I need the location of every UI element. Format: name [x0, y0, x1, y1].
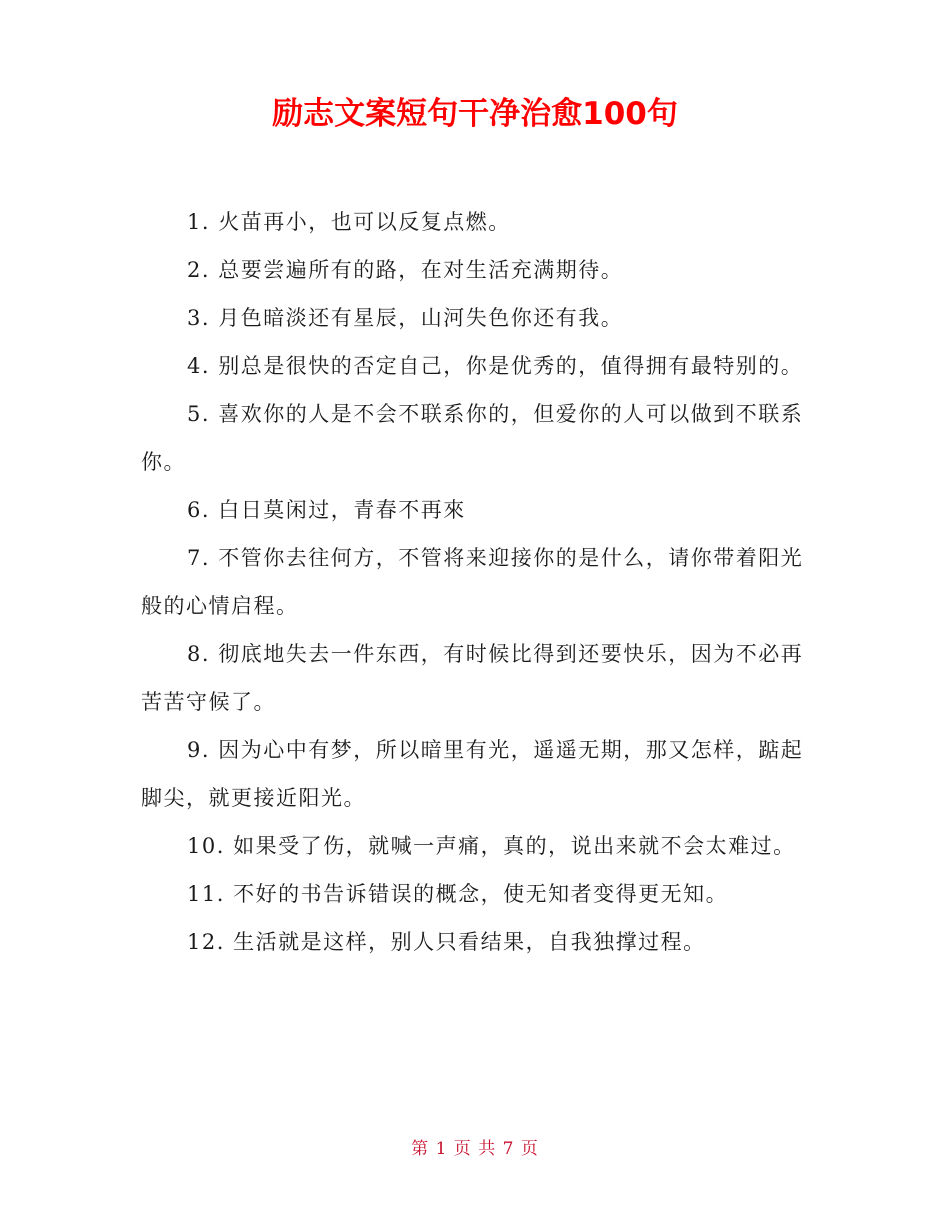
list-item: 12. 生活就是这样，别人只看结果，自我独撑过程。	[187, 930, 706, 954]
list-item: 5. 喜欢你的人是不会不联系你的，但爱你的人可以做到不联系你。	[141, 402, 804, 474]
list-item: 11. 不好的书告诉错误的概念，使无知者变得更无知。	[187, 882, 729, 906]
list-item: 7. 不管你去往何方，不管将来迎接你的是什么，请你带着阳光般的心情启程。	[141, 546, 804, 618]
list-item: 10. 如果受了伤，就喊一声痛，真的，说出来就不会太难过。	[187, 834, 796, 858]
list-item: 8. 彻底地失去一件东西，有时候比得到还要快乐，因为不必再苦苦守候了。	[141, 642, 804, 714]
document-body	[141, 198, 811, 966]
list-item: 6. 白日莫闲过，青春不再來	[187, 498, 466, 522]
page-title: 励志文案短句干净治愈100句	[272, 96, 678, 132]
list-item: 4. 别总是很快的否定自己，你是优秀的，值得拥有最特别的。	[187, 354, 804, 378]
list-item: 3. 月色暗淡还有星辰，山河失色你还有我。	[187, 306, 624, 330]
list-item: 1. 火苗再小，也可以反复点燃。	[187, 210, 511, 234]
list-item: 9. 因为心中有梦，所以暗里有光，遥遥无期，那又怎样，踮起脚尖，就更接近阳光。	[141, 738, 804, 810]
list-item: 2. 总要尝遍所有的路，在对生活充满期待。	[187, 258, 624, 282]
page-footer: 第 1 页 共 7 页	[411, 1139, 539, 1159]
